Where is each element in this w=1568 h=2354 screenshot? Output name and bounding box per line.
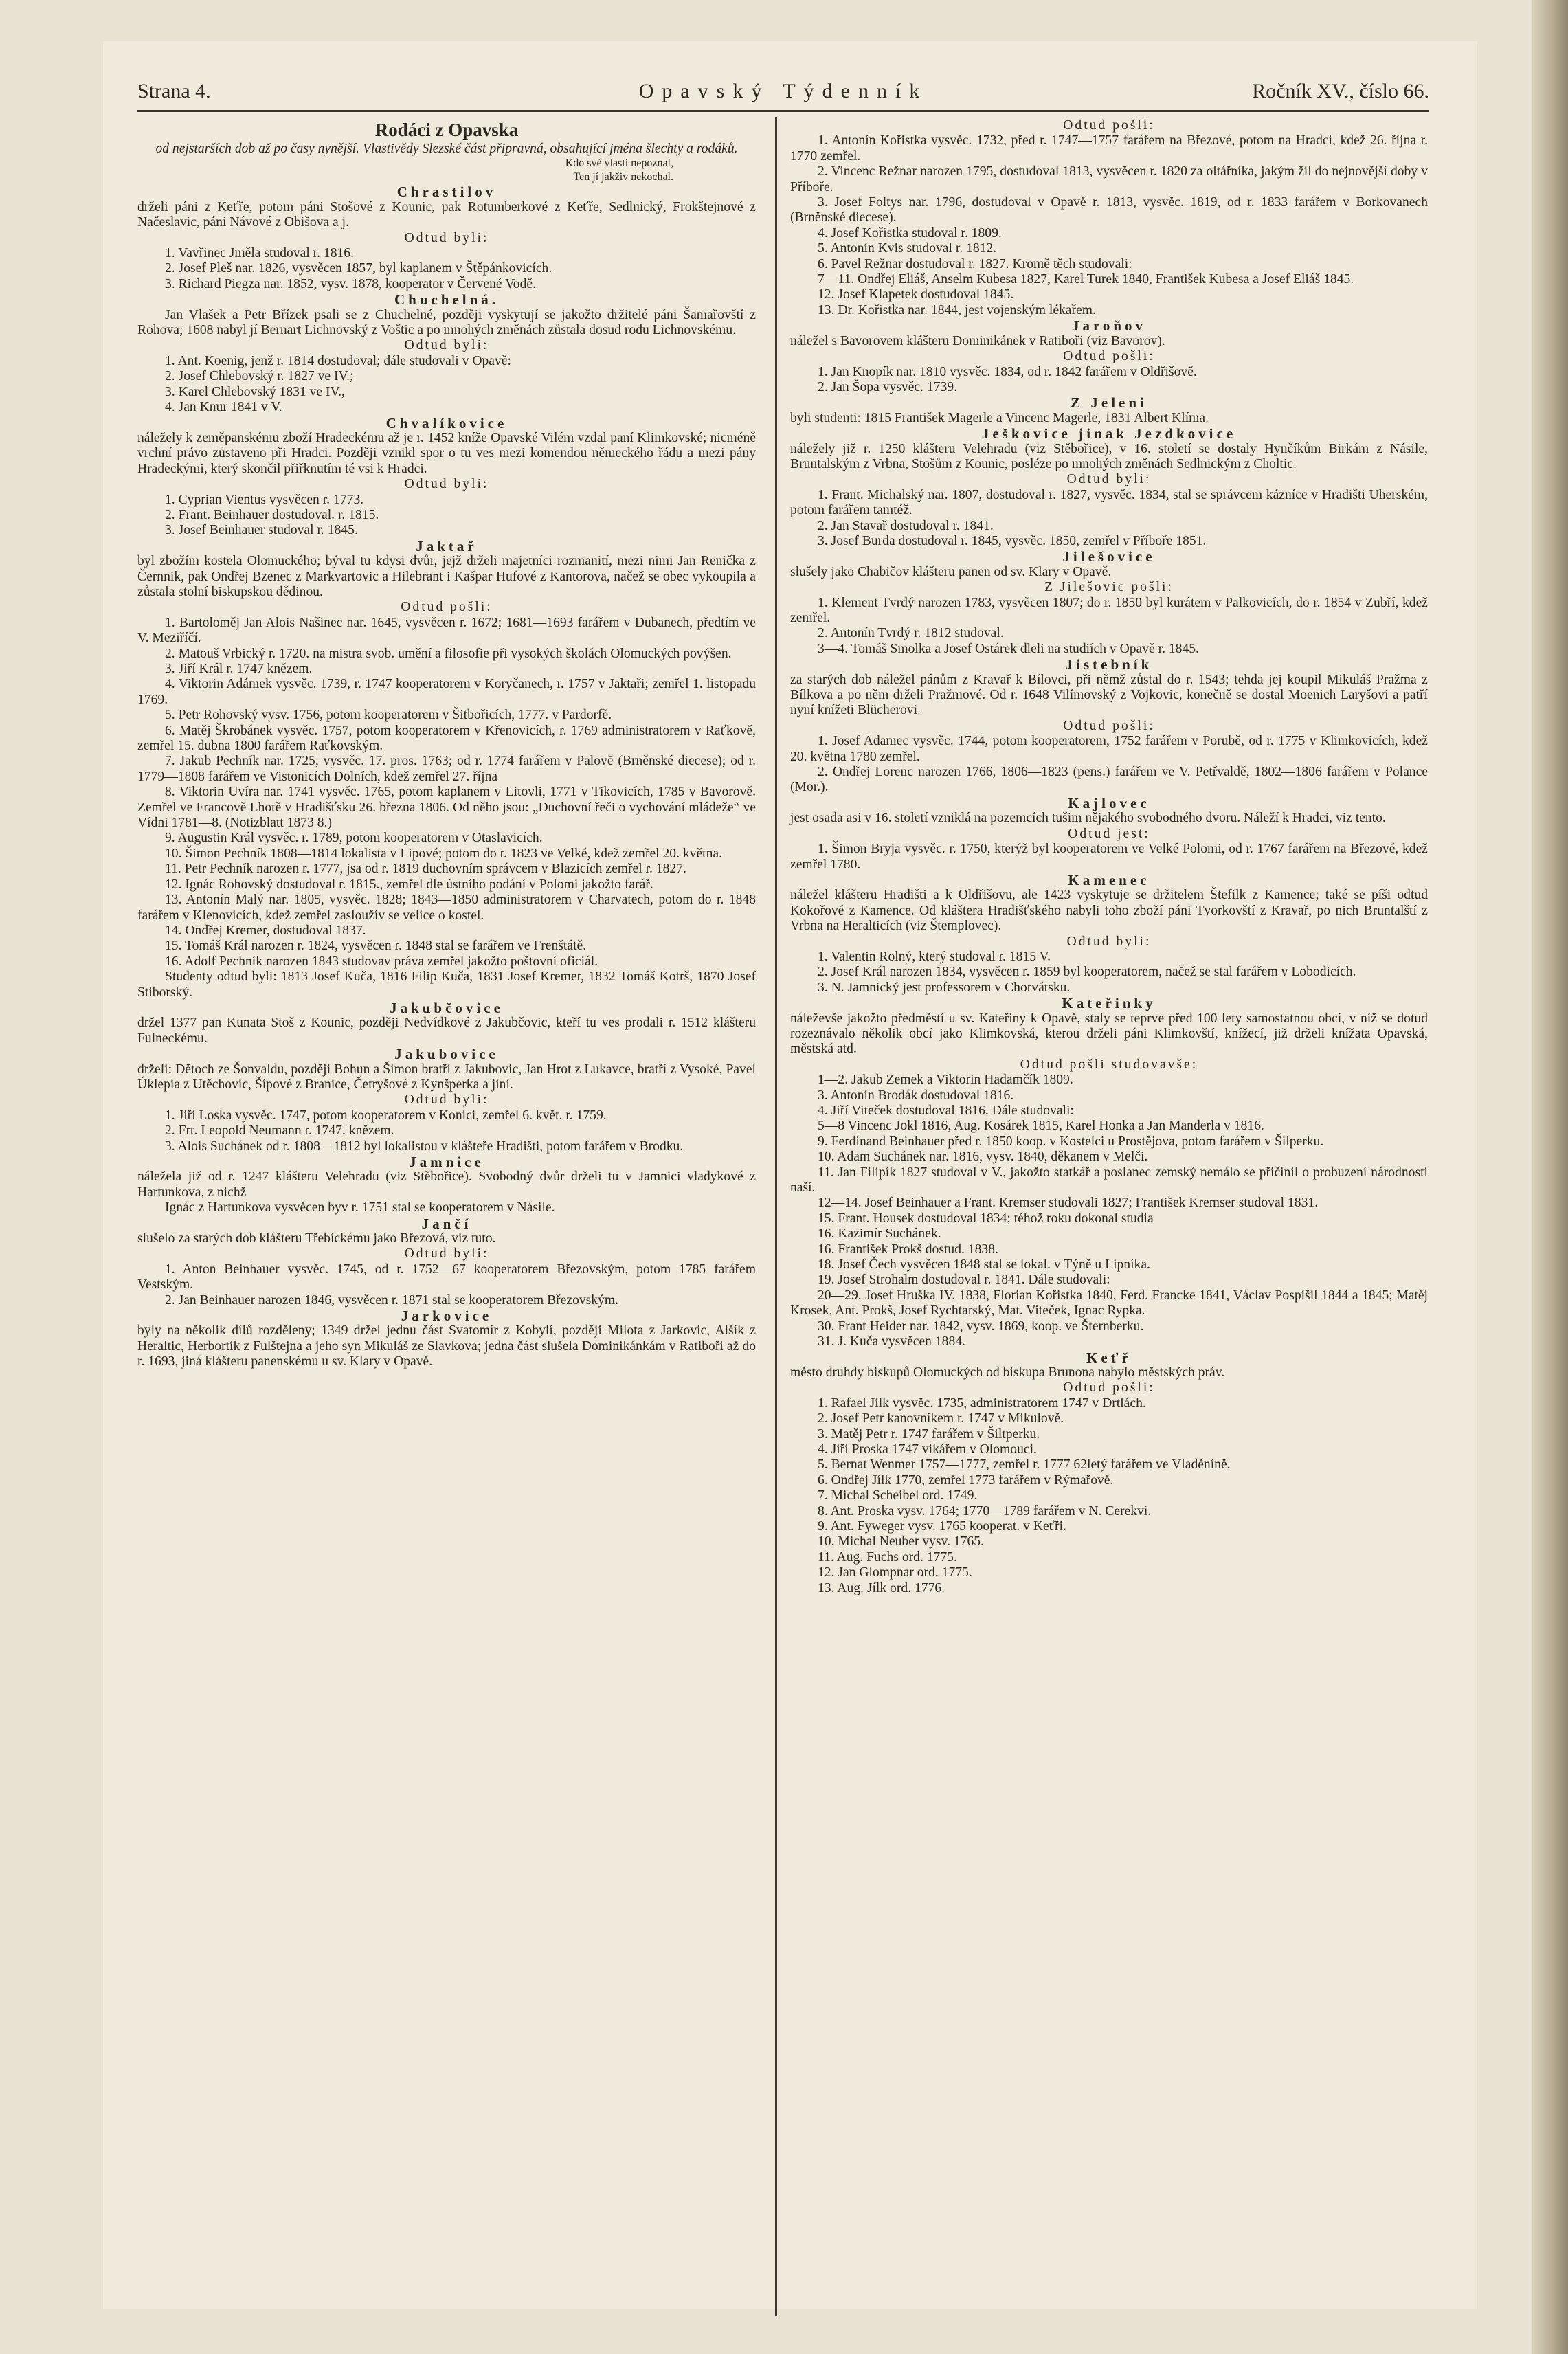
- list-entry: 16. Kazimír Suchánek.: [818, 1226, 941, 1242]
- paragraph: město druhdy biskupů Olomuckých od biskupa Brunona nabylo městských práv.: [790, 1365, 1225, 1380]
- paragraph: byly na několik dílů rozděleny; 1349 držel jednu část Svatomír z Kobylí, později Milota z Jarkovic, Alšík z Heraltic, Herbortík z Fulštejna a jeho syn Mikuláš ze Slavkova; jedna část slušela Dominikánkám v Ratiboři až do r. 1693, jiná klášteru panenskému u sv. Klary v Opavě.: [137, 1323, 756, 1369]
- list-entry: 3. Matěj Petr r. 1747 farářem v Šiltperku.: [818, 1426, 1040, 1442]
- list-entry: 15. Frant. Housek dostudoval 1834; téhož roku dokonal studia: [818, 1211, 1154, 1226]
- list-entry: 5. Antonín Kvis studoval r. 1812.: [818, 241, 997, 256]
- list-entry: 15. Tomáš Král narozen r. 1824, vysvěcen r. 1848 stal se farářem ve Frenštátě.: [165, 939, 587, 954]
- list-entry: 8. Viktorin Uvíra nar. 1741 vysvěc. 1765, potom kaplanem v Litovli, 1771 v Tikovicích, 1785 v Bavorově. Zemřel ve Francově Lhotě v Hradišťsku 26. března 1806. Od něho jsou: „Duchovní řeči o vychování mládeže“ ve Vídni 1781—8. (Notizblatt 1873 8.): [137, 785, 756, 831]
- section-heading: Z Jeleni: [1071, 394, 1147, 412]
- list-entry: 9. Augustin Král vysvěc. r. 1789, potom kooperatorem v Otaslavicích.: [165, 831, 543, 846]
- list-entry: 3. Alois Suchánek od r. 1808—1812 byl lokalistou v klášteře Hradišti, potom farářem v Brodku.: [165, 1139, 684, 1154]
- subheading: Odtud byli:: [404, 1246, 489, 1262]
- list-entry: 8. Ant. Proska vysv. 1764; 1770—1789 farářem v N. Cerekvi.: [818, 1503, 1152, 1518]
- list-entry: 2. Vincenc Režnar narozen 1795, dostudoval 1813, vysvěcen r. 1820 za oltářníka, jakým žil do nejnovější doby v Příboře.: [790, 164, 1428, 194]
- section-heading: Jančí: [421, 1215, 472, 1232]
- section-heading: Jaroňov: [1071, 317, 1147, 335]
- list-entry: 3—4. Tomáš Smolka a Josef Ostárek dleli na studiích v Opavě r. 1845.: [818, 641, 1199, 656]
- section-heading: Jilešovice: [1062, 548, 1156, 565]
- section-heading: Keťř: [1086, 1349, 1132, 1366]
- subheading: Odtud pošli:: [1063, 718, 1155, 733]
- subheading: Odtud jest:: [1068, 826, 1150, 841]
- list-entry: 10. Šimon Pechník 1808—1814 lokalista v Lipové; potom do r. 1823 ve Velké, kdež zemřel 20. května.: [165, 846, 723, 861]
- newspaper-title: Opavský Týdenník: [638, 80, 928, 102]
- left-column: [137, 118, 756, 1370]
- paragraph: náležel s Bavorovem klášteru Dominikánek v Ratiboři (viz Bavorov).: [790, 333, 1165, 348]
- list-entry: 3. Josef Beinhauer studoval r. 1845.: [165, 523, 358, 538]
- section-heading: Jistebník: [1065, 656, 1153, 673]
- list-entry: 1. Bartoloměj Jan Alois Našinec nar. 1645, vysvěcen r. 1672; 1681—1693 farářem v Dubanech, předtím ve V. Meziříčí.: [137, 615, 756, 646]
- paragraph: slušelo za starých dob klášteru Třebíckému jako Březová, viz tuto.: [137, 1231, 496, 1246]
- list-entry: 5. Petr Rohovský vysv. 1756, potom kooperatorem v Šitbořicích, 1777. v Pardorfě.: [165, 708, 612, 723]
- subheading: Odtud pošli:: [401, 600, 493, 615]
- subheading: Odtud pošli:: [1063, 118, 1155, 133]
- motto-line: Kdo své vlasti nepoznal,: [565, 157, 673, 170]
- list-entry: 1. Šimon Bryja vysvěc. r. 1750, kterýž byl kooperatorem ve Velké Polomi, od r. 1767 farářem na Březové, kdež zemřel 1780.: [790, 842, 1428, 872]
- list-entry: 6. Ondřej Jílk 1770, zemřel 1773 farářem v Rýmařově.: [818, 1472, 1114, 1488]
- list-entry: 7—11. Ondřej Eliáš, Anselm Kubesa 1827, Karel Turek 1840, František Kubesa a Josef Eliáš 1845.: [818, 272, 1354, 287]
- subheading: Odtud byli:: [404, 230, 489, 245]
- paragraph: slušely jako Chabičov klášteru panen od sv. Klary v Opavě.: [790, 564, 1112, 579]
- header-rule: [137, 110, 1429, 112]
- section-heading: Kajlovec: [1068, 794, 1150, 811]
- list-entry: 3. Jiří Král r. 1747 knězem.: [165, 662, 313, 676]
- section-heading: Chuchelná.: [394, 291, 500, 309]
- list-entry: 31. J. Kuča vysvěcen 1884.: [818, 1334, 965, 1349]
- paragraph: náleževše jakožto předměstí u sv. Kateřiny k Opavě, staly se teprve před 100 lety samostatnou obcí, v níž se dotud rozeznávalo několik obcí jako Klimkovská, kterou drželi páni Klimkovští, knížecí, již drželi knížata Opavská, městská atd.: [790, 1011, 1428, 1057]
- subheading: Odtud byli:: [404, 338, 489, 353]
- list-entry: 13. Dr. Kořistka nar. 1844, jest vojenským lékařem.: [818, 302, 1096, 317]
- paragraph: byli studenti: 1815 František Magerle a Vincenc Magerle, 1831 Albert Klíma.: [790, 410, 1209, 425]
- list-entry: 1. Jiří Loska vysvěc. 1747, potom kooperatorem v Konici, zemřel 6. květ. r. 1759.: [165, 1108, 607, 1123]
- list-entry: 1. Valentin Rolný, který studoval r. 1815 V.: [818, 949, 1051, 964]
- list-entry: 4. Jiří Proska 1747 vikářem v Olomouci.: [818, 1442, 1037, 1457]
- list-entry: 4. Viktorin Adámek vysvěc. 1739, r. 1747 kooperatorem v Koryčanech, r. 1757 v Jaktaři; zemřel 1. listopadu 1769.: [137, 677, 756, 707]
- list-entry: 9. Ferdinand Beinhauer před r. 1850 koop. v Kostelci u Prostějova, potom farářem v Šilperku.: [818, 1134, 1324, 1149]
- list-entry: 2. Josef Král narozen 1834, vysvěcen r. 1859 byl kooperatorem, načež se stal farářem v Lobodicích.: [818, 965, 1356, 980]
- list-entry: 6. Matěj Škrobánek vysvěc. 1757, potom kooperatorem v Křenovicích, r. 1769 administratorem v Raťkově, zemřel 15. dubna 1800 farářem Raťkovským.: [137, 723, 756, 754]
- list-entry: 5. Bernat Wenmer 1757—1777, zemřel r. 1777 62letý farářem ve Vladěníně.: [818, 1457, 1231, 1472]
- list-entry: 12. Jan Glompnar ord. 1775.: [818, 1565, 972, 1580]
- section-heading: Jamnice: [409, 1154, 484, 1170]
- list-entry: 3. Richard Piegza nar. 1852, vysv. 1878, kooperator v Červené Vodě.: [165, 276, 536, 291]
- page-header: [137, 77, 1429, 109]
- list-entry: Jan Vlašek a Petr Břízek psali se z Chuchelné, později vyskytují se jakožto držitelé páni Šamařovští z Rohova; 1608 nabyl jí Bernart Lichnovský z Voštic a po mnohých změnách zůstala dosud rodu Lichnovskému.: [137, 307, 756, 338]
- list-entry: 3. Antonín Brodák dostudoval 1816.: [818, 1088, 1014, 1103]
- list-entry: 2. Josef Petr kanovníkem r. 1747 v Mikulově.: [818, 1411, 1064, 1426]
- list-entry: 18. Josef Čech vysvěcen 1848 stal se lokal. v Týně u Lipníka.: [818, 1257, 1150, 1273]
- list-entry: 2. Ondřej Lorenc narozen 1766, 1806—1823 (pens.) farářem ve V. Petřvaldě, 1802—1806 farářem v Polance (Mor.).: [790, 765, 1428, 795]
- paragraph: jest osada asi v 16. století vzniklá na pozemcích tušim nějakého svobodného dvoru. Náleží k Hradci, viz tento.: [790, 811, 1386, 826]
- column-divider: [775, 117, 777, 2316]
- subheading: Odtud byli:: [404, 477, 489, 492]
- issue-info: Ročník XV., číslo 66.: [1252, 80, 1429, 102]
- list-entry: 11. Aug. Fuchs ord. 1775.: [818, 1549, 957, 1565]
- section-heading: Jaktař: [416, 537, 478, 554]
- list-entry: 12. Josef Klapetek dostudoval 1845.: [818, 287, 1014, 302]
- section-heading: Jakubovice: [394, 1046, 499, 1063]
- list-entry: 3. Josef Foltys nar. 1796, dostudoval v Opavě r. 1813, vysvěc. 1819, od r. 1833 farářem v Borkovanech (Brněnské diecese).: [790, 195, 1428, 225]
- list-entry: 6. Pavel Režnar dostudoval r. 1827. Kromě těch studovali:: [818, 256, 1132, 271]
- article-subtitle: od nejstarších dob až po časy nynější. Vlastivědy Slezské část připravná, obsahující jména šlechty a rodáků.: [155, 142, 738, 156]
- list-entry: 11. Jan Filipík 1827 studoval v V., jakožto statkář a poslanec zemský nemálo se přičinil o probuzení národnosti naší.: [790, 1165, 1428, 1196]
- motto-line: Ten jí jakživ nekochal.: [573, 171, 673, 183]
- list-entry: 10. Adam Suchánek nar. 1816, vysv. 1840, děkanem v Melči.: [818, 1150, 1148, 1165]
- list-entry: Studenty odtud byli: 1813 Josef Kuča, 1816 Filip Kuča, 1831 Josef Kremer, 1832 Tomáš Kotrš, 1870 Josef Stiborský.: [137, 969, 756, 1000]
- list-entry: 10. Michal Neuber vysv. 1765.: [818, 1534, 984, 1549]
- list-entry: 3. Karel Chlebovský 1831 ve IV.,: [165, 384, 345, 399]
- section-heading: Kateřinky: [1062, 995, 1156, 1012]
- list-entry: 1. Rafael Jílk vysvěc. 1735, administratorem 1747 v Drtlách.: [818, 1395, 1146, 1411]
- paragraph: za starých dob náležel pánům z Kravař k Bílovci, při němž zůstal do r. 1543; tehda jej koupil Mikuláš Pražma z Bílkova a po něm drželi Pražmové. Od r. 1648 Vilímovský z Vojkovic, konečně se dostal Moenich Laryšovi a patří nyní knížeti Blücherovi.: [790, 672, 1428, 718]
- list-entry: 1. Vavřinec Jměla studoval r. 1816.: [165, 246, 354, 261]
- list-entry: 16. Adolf Pechník narozen 1843 studovav práva zemřel jakožto poštovní oficiál.: [165, 954, 598, 969]
- list-entry: 2. Frant. Beinhauer dostudoval. r. 1815.: [165, 507, 379, 522]
- list-entry: 2. Antonín Tvrdý r. 1812 studoval.: [818, 626, 1004, 641]
- list-entry: 1. Jan Knopík nar. 1810 vysvěc. 1834, od r. 1842 farářem v Oldřišově.: [818, 364, 1197, 379]
- subheading: Odtud pošli:: [1063, 1380, 1155, 1395]
- list-entry: 20—29. Josef Hruška IV. 1838, Florian Kořistka 1840, Ferd. Francke 1841, Václav Pospíšil 1844 a 1845; Matěj Krosek, Ant. Prokš, Josef Rychtarský, Mat. Vitеček, Ignac Rypka.: [790, 1288, 1428, 1319]
- list-entry: 1. Anton Beinhauer vysvěc. 1745, od r. 1752—67 kooperatorem Březovským, potom 1785 farářem Vestským.: [137, 1262, 756, 1292]
- list-entry: 2. Jan Beinhauer narozen 1846, vysvěcen r. 1871 stal se kooperatorem Březovským.: [165, 1292, 619, 1308]
- list-entry: 1. Ant. Koenig, jenž r. 1814 dostudoval; dále studovali v Opavě:: [165, 353, 511, 368]
- list-entry: 1. Frant. Michalský nar. 1807, dostudoval r. 1827, vysvěc. 1834, stal se správcem kázníce v Hradišti Uherském, potom farářem tamtéž.: [790, 487, 1428, 518]
- binding-edge: [1532, 0, 1568, 2354]
- subheading: Odtud pošli studovavše:: [1020, 1057, 1198, 1072]
- paragraph: náležely k zeměpanskému zboží Hradeckému až je r. 1452 kníže Opavské Vilém vzdal paní Klimkovské; nicméně vrchní právo zůstaveno při Hradci. Později vznikl spor o tu ves mezi komendou německého řádu a mezi pány Hradeckými, který skončil přiřknutím té vsi k Hradci.: [137, 430, 756, 476]
- list-entry: 16. František Prokš dostud. 1838.: [818, 1242, 998, 1257]
- subheading: Odtud byli:: [404, 1092, 489, 1108]
- list-entry: 2. Matouš Vrbický r. 1720. na mistra svob. umění a filosofie při vysokých školách Olomuckých povýšen.: [165, 646, 732, 661]
- subheading: Odtud byli:: [1066, 472, 1152, 487]
- list-entry: Ignác z Hartunkova vysvěcen byv r. 1751 stal se kooperatorem v Násile.: [165, 1200, 555, 1215]
- list-entry: 30. Frant Heider nar. 1842, vysv. 1869, koop. ve Šternberku.: [818, 1319, 1144, 1334]
- list-entry: 5—8 Vincenc Jokl 1816, Aug. Kosárek 1815, Karel Honka a Jan Manderla v 1816.: [818, 1119, 1264, 1134]
- paragraph: náležel klášteru Hradišti a k Oldřišovu, ale 1423 vyskytuje se držitelem Štefilk z Kamence; také se píši odtud Kokořové z Kamence. Od kláštera Hradišťského nabyli toho zboží páni Tvorkovští z Kravař, po nich Bruntalští z Vrbna na Heralticích (viz Štemplovec).: [790, 888, 1428, 934]
- subheading: Z Jilešovic pošli:: [1044, 580, 1174, 595]
- list-entry: 1. Josef Adamec vysvěc. 1744, potom kooperatorem, 1752 farářem v Porubě, od r. 1775 v Klimkovicích, kdež 20. května 1780 zemřel.: [790, 734, 1428, 764]
- section-heading: Chrastilov: [396, 183, 497, 201]
- section-heading: Chvalíkovice: [385, 414, 508, 431]
- list-entry: 2. Josef Chlebovský r. 1827 ve IV.;: [165, 369, 354, 384]
- list-entry: 2. Jan Šopa vysvěc. 1739.: [818, 379, 957, 394]
- list-entry: 12. Ignác Rohovský dostudoval r. 1815., zemřel dle ústního podání v Polomi jakožto farář.: [165, 877, 653, 892]
- paragraph: drželi: Dětoch ze Šonvaldu, později Bohun a Šimon bratří z Jakubovic, Jan Hrot z Lukavce, bratří z Vysoké, Pavel Úklepia z Utěchovic, Šípové z Branice, Četryšové z Kynšperka a jiní.: [137, 1062, 756, 1092]
- list-entry: 7. Michal Scheibel ord. 1749.: [818, 1488, 978, 1503]
- list-entry: 1. Antonín Kořistka vysvěc. 1732, před r. 1747—1757 farářem na Březové, potom na Hradci, kdež 26. října r. 1770 zemřel.: [790, 133, 1428, 164]
- list-entry: 4. Josef Kořistka studoval r. 1809.: [818, 225, 1002, 240]
- subheading: Odtud byli:: [1066, 934, 1152, 949]
- subheading: Odtud pošli:: [1063, 349, 1155, 364]
- list-entry: 3. N. Jamnický jest professorem v Chorvátsku.: [818, 980, 1071, 995]
- paragraph: náležely již r. 1250 klášteru Velehradu (viz Stěbořice), v 16. století se dostaly Hynčíkům Birkám z Násile, Bruntalským z Vrbna, Stošům z Kounic, posléze po mnohých změnách Sedlnickým z Choltic.: [790, 441, 1428, 471]
- list-entry: 12—14. Josef Beinhauer a Frant. Kremser studovali 1827; František Kremser studoval 1831.: [818, 1196, 1319, 1211]
- list-entry: 1—2. Jakub Zemek a Viktorin Hadamčík 1809.: [818, 1073, 1073, 1088]
- section-heading: Ješkovice jinak Jezdkovice: [981, 425, 1237, 442]
- list-entry: 9. Ant. Fyweger vysv. 1765 kooperat. v Keťři.: [818, 1518, 1066, 1534]
- list-entry: 3. Josef Burda dostudoval r. 1845, vysvěc. 1850, zemřel v Příboře 1851.: [818, 533, 1207, 548]
- list-entry: 4. Jiří Viteček dostudoval 1816. Dále studovali:: [818, 1103, 1074, 1118]
- article-title: Rodáci z Opavska: [374, 120, 519, 140]
- paragraph: byl zbožím kostela Olomuckého; býval tu kdysi dvůr, jejž drželi majetníci rozmanití, mezi nimi Jan Renička z Černnik, pak Ondřej Bzenec z Markvartovic a Hilebrant i Kašpar Hufové z Kantorova, načež se obec vykoupila a zůstala stolní biskupskou dědinou.: [137, 554, 756, 599]
- list-entry: 1. Klement Tvrdý narozen 1783, vysvěcen 1807; do r. 1850 byl kurátem v Palkovicích, do r. 1854 v Zubří, kdež zemřel.: [790, 595, 1428, 625]
- list-entry: 2. Jan Stavař dostudoval r. 1841.: [818, 518, 994, 533]
- list-entry: 4. Jan Knur 1841 v V.: [165, 400, 282, 415]
- list-entry: 13. Antonín Malý nar. 1805, vysvěc. 1828; 1843—1850 administratorem v Charvatech, potom do r. 1848 farářem v Klenovicích, kdež zemřel zasloužív se velice o kostel.: [137, 893, 756, 923]
- list-entry: 2. Josef Pleš nar. 1826, vysvěcen 1857, byl kaplanem v Štěpánkovicích.: [165, 261, 552, 276]
- section-heading: Kamenec: [1068, 871, 1150, 888]
- section-heading: Jakubčovice: [390, 999, 504, 1016]
- list-entry: 19. Josef Strohalm dostudoval r. 1841. Dále studovali:: [818, 1273, 1110, 1288]
- list-entry: 11. Petr Pechník narozen r. 1777, jsa od r. 1819 duchovním správcem v Blazicích zemřel r. 1827.: [165, 862, 686, 877]
- list-entry: 13. Aug. Jílk ord. 1776.: [818, 1580, 945, 1595]
- paragraph: držel 1377 pan Kunata Stoš z Kounic, později Nedvídkové z Jakubčovic, kteří tu ves prodali r. 1512 klášteru Fulneckému.: [137, 1016, 756, 1046]
- page-number: Strana 4.: [137, 80, 211, 102]
- section-heading: Jarkovice: [401, 1308, 493, 1325]
- list-entry: 7. Jakub Pechník nar. 1725, vysvěc. 17. pros. 1763; od r. 1774 farářem v Palově (Brněnské diecese); od r. 1779—1808 farářem ve Vistonicích Dolních, kdež zemřel 27. října: [137, 754, 756, 784]
- paragraph: náležela již od r. 1247 klášteru Velehradu (viz Stěbořice). Svobodný dvůr drželi tu v Jamnici vladykové z Hartunkova, z nichž: [137, 1169, 756, 1200]
- list-entry: 14. Ondřej Kremer, dostudoval 1837.: [165, 923, 366, 938]
- right-column: [790, 118, 1428, 1596]
- list-entry: 2. Frt. Leopold Neumann r. 1747. knězem.: [165, 1123, 394, 1139]
- paragraph: drželi páni z Keťře, potom páni Stošové z Kounic, pak Rotumberkové z Keťře, Sedlnický, Frokštejnové z Načeslavic, páni Návové z Obišova a j.: [137, 199, 756, 230]
- list-entry: 1. Cyprian Vientus vysvěcen r. 1773.: [165, 492, 364, 507]
